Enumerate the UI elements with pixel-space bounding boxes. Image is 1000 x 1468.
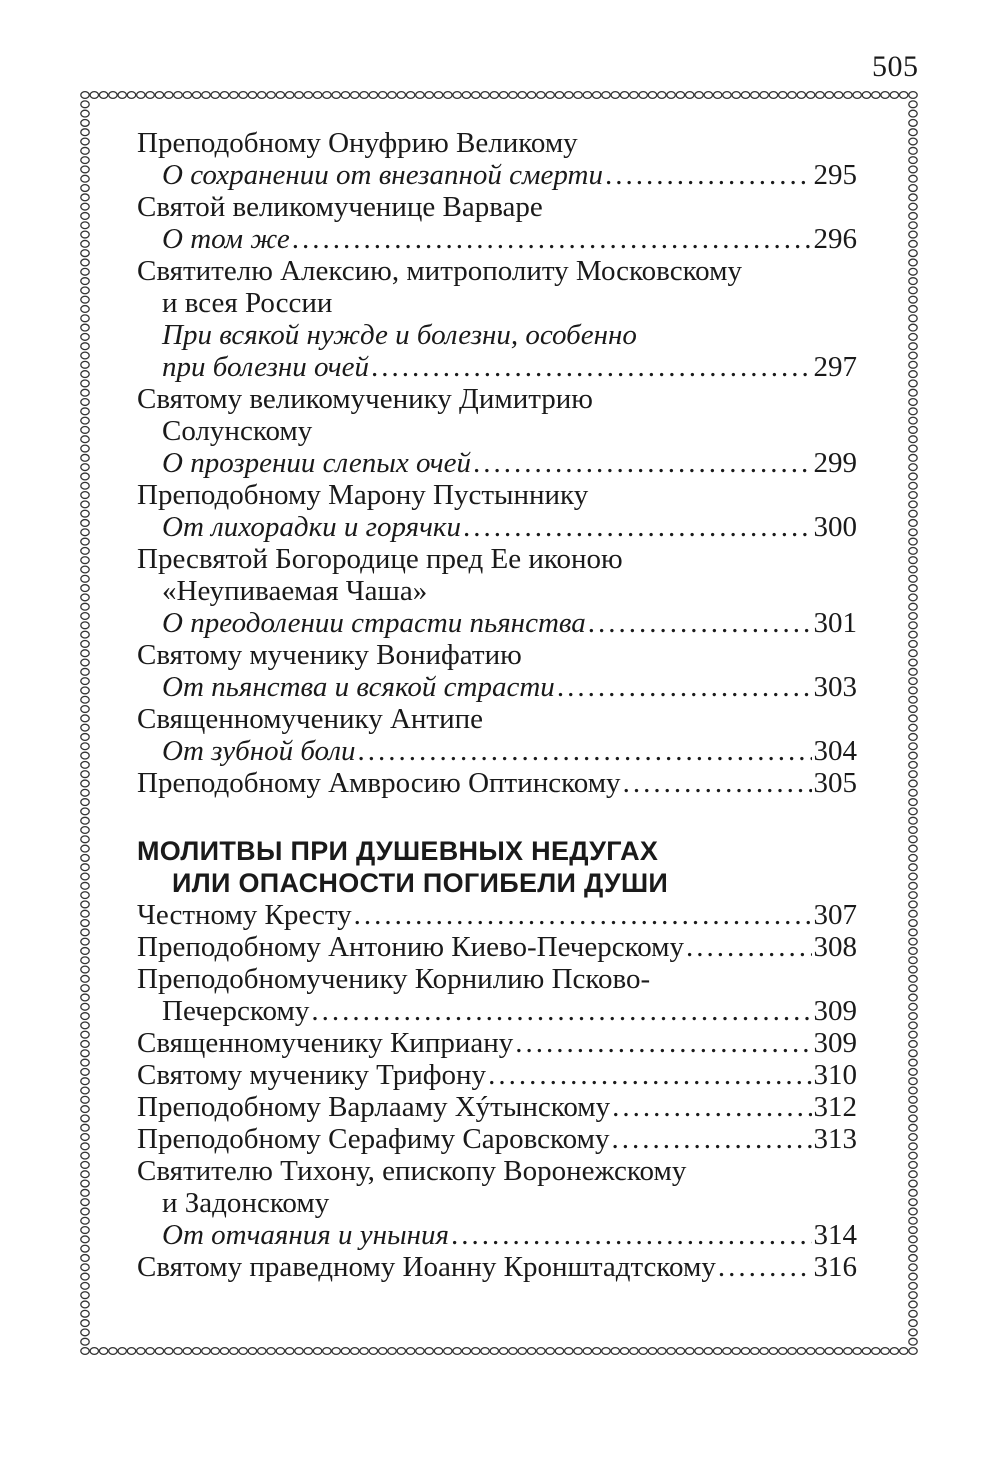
entry-title-line — [137, 1027, 857, 1059]
toc-entry — [137, 931, 857, 963]
entry-title-line: Святой великомученице Варваре — [137, 191, 543, 223]
page-ref: 297 — [813, 351, 857, 383]
toc-entry — [137, 963, 857, 1027]
toc-entry — [137, 255, 857, 383]
entry-subtitle-line — [137, 735, 857, 767]
dot-leader — [311, 995, 811, 1027]
dot-leader — [557, 671, 812, 703]
entry-title-line — [137, 1091, 857, 1123]
page-ref: 305 — [813, 767, 857, 799]
entry-subtitle-line — [137, 607, 857, 639]
dot-leader — [488, 1059, 811, 1091]
entry-text: От зубной боли — [162, 735, 356, 767]
entry-title-line — [137, 899, 857, 931]
entry-subtitle-line — [137, 223, 857, 255]
dot-leader — [515, 1027, 811, 1059]
page-ref: 309 — [813, 995, 857, 1027]
dot-leader — [612, 1091, 811, 1123]
toc-entry — [137, 1155, 857, 1251]
toc-entry — [137, 767, 857, 799]
toc-entry — [137, 703, 857, 767]
entry-title-line — [137, 1123, 857, 1155]
entry-title-line: Святителю Тихону, епископу Воронежскому — [137, 1155, 687, 1187]
entry-title-line: Преподобному Марону Пустыннику — [137, 479, 589, 511]
entry-title-line: Священномученику Антипе — [137, 703, 484, 735]
entry-title-line: Пресвятой Богородице пред Ее иконою — [137, 543, 623, 575]
entry-subtitle-line — [137, 351, 857, 383]
entry-subtitle-line — [137, 671, 857, 703]
entry-text: при болезни очей — [162, 351, 369, 383]
page-ref: 301 — [813, 607, 857, 639]
entry-title-line — [137, 995, 857, 1027]
dot-leader — [605, 159, 812, 191]
table-of-contents — [137, 127, 857, 1283]
section-heading: МОЛИТВЫ ПРИ ДУШЕВНЫХ НЕДУГАХ — [137, 836, 659, 866]
page-ref: 309 — [813, 1027, 857, 1059]
dot-leader — [354, 899, 812, 931]
dot-leader — [463, 511, 812, 543]
entry-title-line: Святому мученику Вонифатию — [137, 639, 522, 671]
entry-title-line: «Неупиваемая Чаша» — [162, 575, 428, 607]
entry-title-line: Преподобному Онуфрию Великому — [137, 127, 578, 159]
page-ref: 303 — [813, 671, 857, 703]
page-ref: 304 — [813, 735, 857, 767]
entry-subtitle-line — [137, 159, 857, 191]
entry-title-line — [137, 1251, 857, 1283]
toc-entry — [137, 383, 857, 479]
toc-section — [137, 127, 857, 799]
entry-text: Преподобному Серафиму Саровскому — [137, 1123, 610, 1155]
page-ref: 296 — [813, 223, 857, 255]
entry-text: О преодолении страсти пьянства — [162, 607, 586, 639]
page-ref: 300 — [813, 511, 857, 543]
toc-entry — [137, 479, 857, 543]
page-ref: 307 — [813, 899, 857, 931]
dot-leader — [588, 607, 812, 639]
entry-text: Преподобному Варлааму Хýтынскому — [137, 1091, 611, 1123]
toc-entry — [137, 191, 857, 255]
entry-text: От лихорадки и горячки — [162, 511, 461, 543]
entry-text: Священномученику Киприану — [137, 1027, 514, 1059]
entry-text: Честному Кресту — [137, 899, 352, 931]
page-ref: 295 — [813, 159, 857, 191]
entry-text: О том же — [162, 223, 290, 255]
entry-title-line: и всея России — [162, 287, 333, 319]
entry-text: Преподобному Антонию Киево-Печерскому — [137, 931, 685, 963]
page-ref: 310 — [813, 1059, 857, 1091]
toc-entry — [137, 899, 857, 931]
entry-text: От пьянства и всякой страсти — [162, 671, 555, 703]
dot-leader — [623, 767, 812, 799]
entry-text: О прозрении слепых очей — [162, 447, 471, 479]
page-ref: 312 — [813, 1091, 857, 1123]
toc-entry — [137, 543, 857, 639]
entry-title-line — [137, 767, 857, 799]
entry-text: Святому праведному Иоанну Кронштадтскому — [137, 1251, 716, 1283]
section-spacer — [137, 799, 857, 835]
dot-leader — [686, 931, 811, 963]
toc-entry — [137, 127, 857, 191]
entry-subtitle-line — [137, 511, 857, 543]
dot-leader — [718, 1251, 812, 1283]
entry-text: Святому мученику Трифону — [137, 1059, 487, 1091]
toc-entry — [137, 1059, 857, 1091]
entry-title-line: и Задонскому — [162, 1187, 330, 1219]
toc-entry — [137, 1027, 857, 1059]
section-heading: ИЛИ ОПАСНОСТИ ПОГИБЕЛИ ДУШИ — [172, 868, 669, 898]
dot-leader — [473, 447, 812, 479]
toc-entry — [137, 639, 857, 703]
toc-section — [137, 799, 857, 1283]
entry-subtitle-line: При всякой нужде и болезни, особенно — [162, 319, 637, 351]
entry-title-line: Святителю Алексию, митрополиту Московскому — [137, 255, 742, 287]
entry-title-line: Солунскому — [162, 415, 313, 447]
entry-subtitle-line — [137, 447, 857, 479]
dot-leader — [357, 735, 811, 767]
entry-text: Преподобному Амвросию Оптинскому — [137, 767, 621, 799]
entry-title-line — [137, 931, 857, 963]
entry-title-line: Святому великомученику Димитрию — [137, 383, 593, 415]
page-ref: 314 — [813, 1219, 857, 1251]
page-ref: 299 — [813, 447, 857, 479]
entry-title-line — [137, 1059, 857, 1091]
page-ref: 313 — [813, 1123, 857, 1155]
dot-leader — [292, 223, 812, 255]
page-ref: 316 — [813, 1251, 857, 1283]
dot-leader — [371, 351, 812, 383]
entry-title-line: Преподобномученику Корнилию Псково- — [137, 963, 651, 995]
page-ref: 308 — [813, 931, 857, 963]
entry-text: О сохранении от внезапной смерти — [162, 159, 603, 191]
toc-entry — [137, 1123, 857, 1155]
entry-text: Печерскому — [162, 995, 310, 1027]
entry-subtitle-line — [137, 1219, 857, 1251]
entry-text: От отчаяния и уныния — [162, 1219, 450, 1251]
dot-leader — [611, 1123, 811, 1155]
toc-entry — [137, 1251, 857, 1283]
dot-leader — [451, 1219, 811, 1251]
page-number: 505 — [872, 50, 919, 83]
toc-entry — [137, 1091, 857, 1123]
